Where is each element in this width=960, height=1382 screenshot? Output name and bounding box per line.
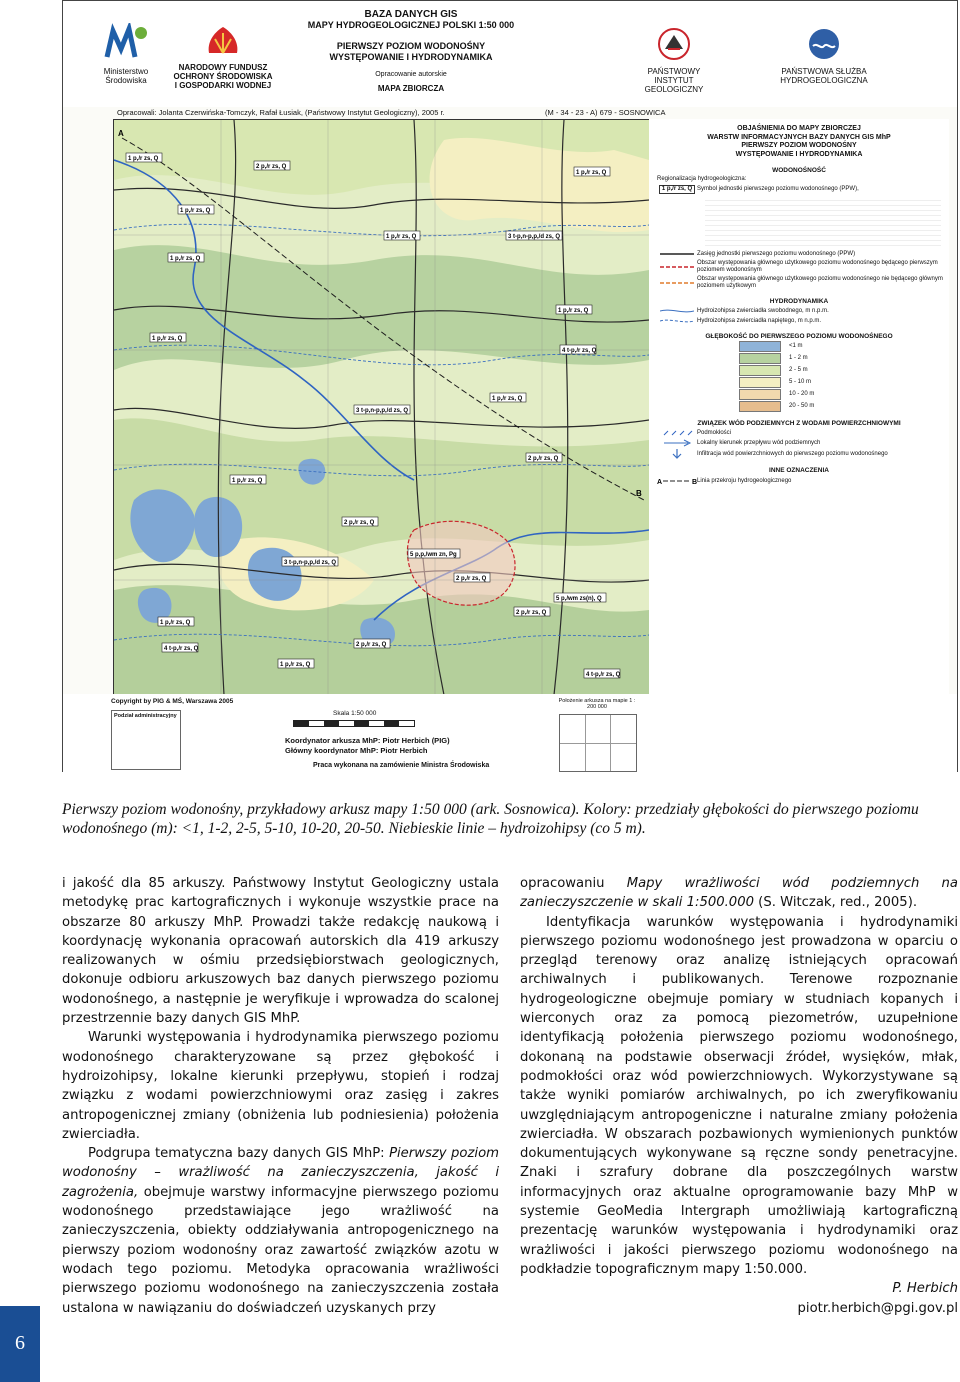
map-label: 2 p,/r zs, Q [356,642,387,648]
depth-swatch [739,341,781,352]
legend-title-3: PIERWSZY POZIOM WODONOŚNY [741,142,857,149]
legend-hydro-np: Hydroizohipsa zwierciadła napiętego, m n.p.m. [697,317,822,324]
depth-label: 2 - 5 m [789,367,808,373]
sheet-coordinator: Koordynator arkusza MhP: Piotr Herbich (PIG) [285,736,450,745]
wetland-icon [660,429,694,437]
section-line-start: A [657,479,663,486]
legend-row-gzwp-other [657,276,943,290]
depth-row [739,401,949,412]
title-line-6: MAPA ZBIORCZA [377,84,445,93]
legend-hydro-sw: Hydroizohipsa zwierciadła swobodnego, m n.p.m. [697,307,829,314]
left-paragraph-3 [62,1144,499,1318]
legend-sub-regionalizacja: Regionalizacja hydrogeologiczna: [657,176,747,182]
pig-logo [629,27,719,94]
signature-name: P. Herbich [892,1281,958,1297]
map-label: 1 p,/r zs, Q [576,170,607,176]
fund-name-1: NARODOWY FUNDUSZ [178,63,268,72]
left-paragraph-2: Warunki występowania i hydrodynamika pierwszego poziomu wodonośnego charakteryzowane są przez głębokość i hydroizohipsy, lokalne kierunki przepływu, stopień i rodzaj związku z wodami powierzchniowymi oraz zasięg i zakres antropogenicznej zmiany (obniżenia lub podniesienia) położenia zwierciadła. [62,1030,499,1142]
depth-label: 5 - 10 m [789,379,812,385]
legend-symbol-box: 1 p,/r zs, Q [659,185,695,194]
depth-label: 10 - 20 m [789,391,815,397]
section-end-label: B [636,489,642,498]
legend-infiltracja: Infiltracja wód powierzchniowych do pierwszego poziomu wodonośnego [697,450,888,457]
section-line-icon [657,476,697,486]
copyright: Copyright by PIG & MŚ, Warszawa 2005 [111,698,234,705]
map-label: 3 t-p,n-p,p,/d zs, Q [284,560,336,566]
map-label: 2 p,/r zs, Q [256,164,287,170]
figure-caption: Pierwszy poziom wodonośny, przykładowy arkusz mapy 1:50 000 (ark. Sosnowica). Kolory: przedziały głębokości do pierwszego poziomu wodonośnego (m): <1, 1-2, 2-5, 5-10, 10-20, 20-50. Niebieskie linie – hydroizohipsy (co 5 m). [62,801,919,837]
sheet-position-label: Położenie arkusza na mapie 1 : 200 000 [558,698,636,710]
depth-row [739,365,949,376]
legend-section-glebokosc: GŁĘBOKOŚĆ DO PIERWSZEGO POZIOMU WODONOŚNEGO [705,333,893,340]
legend-row-zasieg [657,250,943,258]
scale-bar [293,720,415,727]
map-label: 3 t-p,n-p,p,/d zs, Q [356,408,408,414]
left-column [62,874,499,1318]
page-number: 6 [0,1306,40,1382]
depth-swatch [739,365,781,376]
psh-name-2: HYDROGEOLOGICZNA [780,76,868,85]
admin-division-title: Podział administracyjny [114,713,177,719]
map-label: 3 t-p,n-p,p,/d zs, Q [508,234,560,240]
figure-footer [63,694,957,772]
signature-email[interactable]: piotr.herbich@pgi.gov.pl [797,1300,958,1316]
legend-obszar-glowny: Obszar występowania głównego użytkowego poziomu wodonośnego będącego pierwszym poziomem wodonośnym [697,260,938,273]
map-label: 1 p,/r zs, Q [160,620,191,626]
legend-zasieg: Zasięg jednostki pierwszego poziomu wodonośnego (PPW) [697,250,856,257]
commissioned-by: Praca wykonana na zamówienie Ministra Środowiska [313,762,490,769]
depth-swatch [739,377,781,388]
psh-name-1: PAŃSTWOWA SŁUŻBA [781,67,867,76]
map-legend [649,119,949,694]
legend-section-inne: INNE OZNACZENIA [769,467,829,474]
infiltration-icon [660,449,694,459]
boundary-line-icon [660,250,694,258]
legend-section-zwiazek: ZWIĄZEK WÓD PODZIEMNYCH Z WODAMI POWIERZCHNIOWYMI [697,420,901,427]
map-label: 1 p,/r zs, Q [558,308,589,314]
psh-logo-icon [807,27,841,61]
legend-title-2: WARSTW INFORMACYJNYCH BAZY DANYCH GIS MhP [707,133,891,141]
depth-row [739,353,949,364]
map-label: 1 p,/r zs, Q [280,662,311,668]
legend-row-symbol [657,185,943,194]
map-label: 4 t-p,/r zs, Q [562,348,597,354]
map-label: 1 p,/r zs, Q [152,336,183,342]
figure-title [301,9,521,94]
map-label: 2 p,/r zs, Q [528,456,559,462]
right-p1-title: Mapy wrażliwości wód podziemnych na zanieczyszczenie w skali 1:500.000 [520,876,958,911]
pig-logo-icon [657,27,691,61]
legend-podmoklosci: Podmokłości [697,429,732,436]
left-p3-start: Podgrupa tematyczna bazy danych GIS MhP: [88,1146,390,1162]
map-label: 1 p,/r zs, Q [128,156,159,162]
map-label: 4 t-p,/r zs, Q [164,646,199,652]
scale-label: Skala 1:50 000 [333,710,377,717]
legend-title-1: OBJAŚNIENIA DO MAPY ZBIORCZEJ [737,125,861,132]
map-label: 4 t-p,/r zs, Q [586,672,621,678]
legend-title [649,125,949,159]
fund-logo [173,23,273,90]
section-line-end: B [692,479,697,486]
map-label: 1 p,/r zs, Q [386,234,417,240]
left-p3-rest: obejmuje warstwy informacyjne pierwszego poziomu wodonośnego przedstawiające jego wrażliwość na zanieczyszczenia, obiekty oddziaływania antropogenicznego na pierwszy poziom wodonośny oraz zawartość związków azotu w wodach tego poziomu. Metodyka opracowania wrażliwości pierwszego poziomu wodonośnego na zanieczyszczenia została ustalona w nawiązaniu do doświadczeń uzyskanych przy [62,1184,499,1316]
right-p1-start: opracowaniu [520,876,627,891]
hydroisohypse-free-icon [660,307,694,315]
depth-class-list [649,341,949,412]
legend-row-podmoklosci [657,429,943,437]
map-label: 5 p,/wm zs(n), Q [556,596,602,602]
title-line-4: WYSTĘPOWANIE I HYDRODYNAMIKA [329,52,493,62]
depth-label: 20 - 50 m [789,403,815,409]
flow-arrow-icon [660,439,694,447]
gzwp-line-icon [660,263,694,271]
hydroisohypse-confined-icon [660,317,694,325]
map-label: 1 p,/r zs, Q [170,256,201,262]
depth-swatch [739,389,781,400]
depth-swatch [739,401,781,412]
depth-row [739,389,949,400]
legend-row-hydro-sw [657,307,943,315]
map-label: 1 p,/r zs, Q [180,208,211,214]
left-p3-title: Pierwszy poziom wodonośny – wrażliwość na zanieczyszczenia, jakość i zagrożenia, [62,1146,499,1200]
depth-row [739,377,949,388]
legend-section-hydrodynamika: HYDRODYNAMIKA [769,298,829,305]
title-line-3: PIERWSZY POZIOM WODONOŚNY [336,41,486,51]
map-sheet-id: (M - 34 - 23 - A) 679 - SOSNOWICA [545,108,666,117]
right-paragraph-1 [520,874,958,913]
figure-header [63,1,957,107]
map-label: 2 p,/r zs, Q [516,610,547,616]
map-label: 1 p,/r zs, Q [492,396,523,402]
map-label: 2 p,/r zs, Q [344,520,375,526]
map-label: 5 p,p,/wm zn, Pg [410,552,457,558]
right-p1-rest: (S. Witczak, red., 2005). [753,895,918,911]
admin-division-box [111,710,181,770]
map-svg [114,120,649,695]
ministry-logo-icon [103,23,149,61]
title-line-1: BAZA DANYCH GIS [364,9,458,20]
title-line-2: MAPY HYDROGEOLOGICZNEJ POLSKI 1:50 000 [307,20,515,30]
sheet-index-grid [559,714,637,772]
title-line-5: Opracowanie autorskie [375,71,447,78]
section-start-label: A [118,129,124,138]
legend-row-kierunek [657,439,943,447]
right-column [520,874,958,1318]
ministry-logo [91,23,161,85]
map-authors: Opracowali: Jolanta Czerwińska-Tomczyk, Rafał Łusiak, (Państwowy Instytut Geologiczny), 2005 r. [117,108,445,117]
legend-kierunek: Lokalny kierunek przepływu wód podziemnych [697,439,821,446]
depth-label: 1 - 2 m [789,355,808,361]
legend-section-wodonosnosc: WODONOŚNOŚĆ [772,167,826,174]
map-label: 2 p,/r zs, Q [456,576,487,582]
right-paragraph-2: Identyfikacja warunków występowania i hydrodynamiki pierwszego poziomu wodonośnego jest prowadzona w oparciu o przegląd terenowy oraz analizę istniejących opracowań archiwalnych i publikowanych. Terenowe rozpoznanie hydrogeologiczne obejmuje pomiary w studniach kopanych i wierconych oraz za pomocą piezometrów, uzupełnione identyfikacją położenia pierwszego poziomu wodonośnego, dokonaną na podstawie obserwacji źródeł, wysięków, młak, podmokłości oraz wód powierzchniowych. Wykorzystywane są także wyniki pomiarów archiwalnych, po ich zweryfikowaniu uwzględniającym antropogeniczne i naturalne zmiany położenia zwierciadła. W obszarach pozbawionych wymienionych punktów dokumentujących wykonywane są ręczne sondy penetracyjne. Znaki i szrafury dobrane dla poszczególnych warstw informacyjnych oraz aktualne oprogramowanie bazy MhP w systemie GeoMedia Intergraph umożliwiają kartograficzną prezentację warunków występowania i hydrodynamiki oraz wrażliwości i jakości pierwszego poziomu wodonośnego na podkładzie topograficznym mapy 1:50.000. [520,914,958,1277]
legend-symbol-desc: Symbol jednostki pierwszego poziomu wodonośnego (PPW), [697,186,859,192]
depth-label: <1 m [789,343,803,349]
main-coordinator: Główny koordynator MhP: Piotr Herbich [285,746,428,755]
map-figure [62,0,958,772]
depth-swatch [739,353,781,364]
pig-name-1: PAŃSTWOWY [647,67,701,76]
legend-row-przekroj [657,476,943,486]
legend-przekroj: Linia przekroju hydrogeologicznego [697,477,792,484]
left-paragraph-1: i jakość dla 85 arkuszy. Państwowy Instytut Geologiczny ustala metodykę prac kartograficznych i wykonuje wszystkie prace na obszarze 80 arkuszy MhP. Prowadzi także redakcję naukową i koordynację wykonania opracowań autorskich dla 419 arkuszy realizowanych w ośmiu przedsiębiorstwach geologicznych, dokonuje odbioru arkuszowych baz danych pierwszego poziomu wodonośnego, a następnie je weryfikuje i wprowadza do scalonej przestrzennie bazy danych GIS MhP. [62,876,499,1027]
ministry-name: Ministerstwo Środowiska [103,67,149,85]
legend-obszar-nie: Obszar występowania głównego użytkowego poziomu wodonośnego nie będącego głównym poziomem użytkowym [697,276,943,289]
legend-title-4: WYSTĘPOWANIE I HYDRODYNAMIKA [735,150,863,158]
legend-row-gzwp [657,260,943,274]
fund-name-2: OCHRONY ŚRODOWISKA [173,72,273,81]
legend-row-infiltracja [657,449,943,459]
fund-logo-icon [203,23,243,57]
map-label: 1 p,/r zs, Q [232,478,263,484]
depth-row [739,341,949,352]
legend-row-hydro-np [657,317,943,325]
gzwp-other-line-icon [660,279,694,287]
psh-logo [769,27,879,85]
legend-symbol-explanation-block [705,196,941,248]
pig-name-2: INSTYTUT GEOLOGICZNY [644,76,704,94]
fund-name-3: I GOSPODARKI WODNEJ [174,81,272,90]
map-drawing [113,119,650,696]
